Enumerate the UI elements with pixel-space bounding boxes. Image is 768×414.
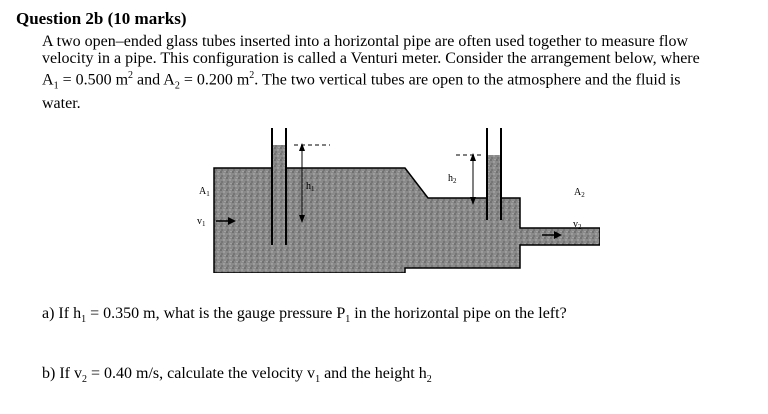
label-v1: $v_1$ xyxy=(197,216,206,228)
label-h1: $h_1$ xyxy=(306,181,315,193)
intro-line-2: velocity in a pipe. This configuration is called a Venturi meter. Consider the arrangement below, where xyxy=(42,50,700,67)
right-tube-water xyxy=(487,155,501,220)
label-v2: $v_2$ xyxy=(573,219,582,231)
question-intro xyxy=(42,33,757,112)
label-a1: $A_1$ xyxy=(199,186,210,198)
question-part-a: a) If $h_1 = 0.350$ m, what is the gauge pressure $P_1$ in the horizontal pipe on the left? xyxy=(42,305,567,326)
question-part-b: b) If $v_2 = 0.40$ m/s, calculate the velocity $v_1$ and the height $h_2$ xyxy=(42,365,432,386)
left-tube-water xyxy=(272,145,286,245)
label-h2: $h_2$ xyxy=(448,173,457,185)
label-a2: $A_2$ xyxy=(574,187,585,199)
intro-line-1: A two open–ended glass tubes inserted into a horizontal pipe are often used together to measure flow xyxy=(42,33,689,50)
question-title: Question 2b (10 marks) xyxy=(16,9,187,28)
intro-line-3: $A_1 = 0.500$ $m^2$ and $A_2 = 0.200$ $m^2$. The two vertical tubes are open to the atmosphere and the fluid is xyxy=(42,70,681,92)
venturi-meter-diagram xyxy=(190,123,600,273)
intro-line-4: water. xyxy=(42,94,81,112)
